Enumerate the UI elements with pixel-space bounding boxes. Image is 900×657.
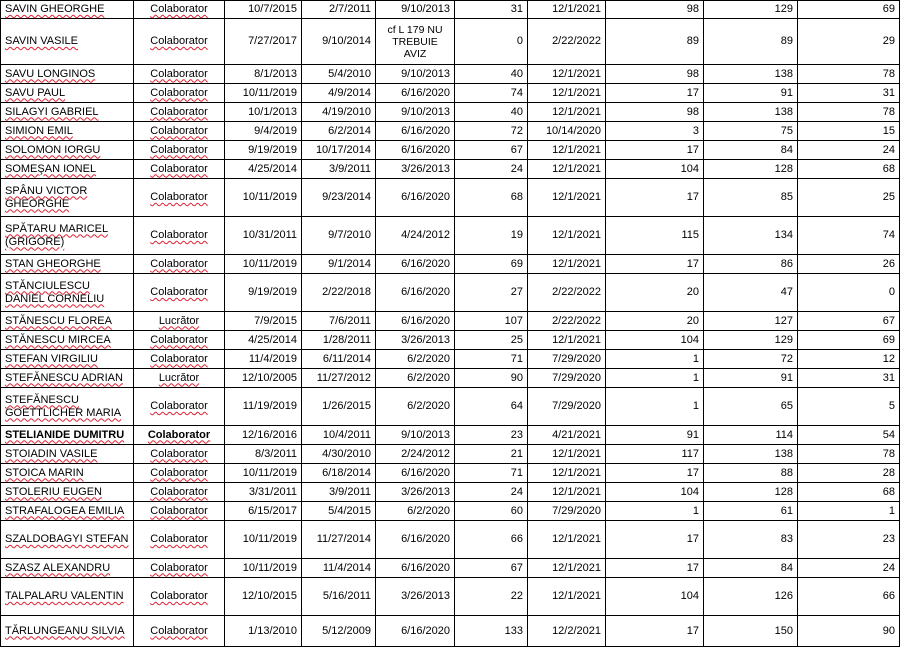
date-cell: 1/28/2011 [302,331,376,350]
value-cell: 86 [704,255,798,274]
date-cell: 2/22/2022 [528,312,606,331]
value-cell: 88 [704,464,798,483]
table-row [1,578,900,616]
date-cell: 10/11/2019 [225,255,302,274]
date-cell: 10/14/2020 [528,122,606,141]
date-cell: 11/4/2019 [225,350,302,369]
value-cell: 129 [704,1,798,19]
date-cell: 6/2/2020 [376,502,455,521]
value-cell: 0 [798,274,900,312]
value-cell: 104 [606,331,704,350]
name-cell: SAVU PAUL [1,84,134,103]
date-cell: 6/16/2020 [376,559,455,578]
name-cell: STĂNCIULESCU DANIEL CORNELIU [1,274,134,312]
value-cell: 138 [704,445,798,464]
role-cell: Colaborator [134,122,225,141]
date-cell: 4/21/2021 [528,426,606,445]
date-cell: 7/6/2011 [302,312,376,331]
date-cell: 10/11/2019 [225,521,302,559]
table-row [1,141,900,160]
table-row [1,84,900,103]
name-cell: SOMEŞAN IONEL [1,160,134,179]
date-cell: 3/9/2011 [302,160,376,179]
name-cell: STOIADIN VASILE [1,445,134,464]
value-cell: 3 [606,122,704,141]
role-cell: Colaborator [134,521,225,559]
value-cell: 128 [704,160,798,179]
role-cell: Colaborator [134,160,225,179]
date-cell: 6/16/2020 [376,521,455,559]
value-cell: 65 [704,388,798,426]
name-cell: STEFAN VIRGILIU [1,350,134,369]
date-cell: 11/27/2012 [302,369,376,388]
value-cell: 20 [606,274,704,312]
value-cell: 104 [606,160,704,179]
value-cell: 74 [798,217,900,255]
value-cell: 84 [704,559,798,578]
value-cell: 31 [455,1,528,19]
role-cell: Colaborator [134,388,225,426]
date-cell: 6/18/2014 [302,464,376,483]
date-cell: 6/2/2020 [376,388,455,426]
table-row [1,312,900,331]
role-cell: Lucrător [134,312,225,331]
role-cell: Colaborator [134,616,225,647]
value-cell: 91 [704,84,798,103]
date-cell: 6/2/2020 [376,369,455,388]
role-cell: Colaborator [134,65,225,84]
date-cell: 12/1/2021 [528,464,606,483]
value-cell: 29 [798,19,900,65]
date-cell: 2/22/2022 [528,274,606,312]
value-cell: 5 [798,388,900,426]
date-cell: 4/19/2010 [302,103,376,122]
date-cell: 10/4/2011 [302,426,376,445]
value-cell: 17 [606,84,704,103]
table-row [1,179,900,217]
value-cell: 129 [704,331,798,350]
value-cell: 69 [455,255,528,274]
value-cell: 134 [704,217,798,255]
date-cell: 12/1/2021 [528,1,606,19]
date-cell: 7/29/2020 [528,350,606,369]
value-cell: 26 [798,255,900,274]
date-cell: 11/19/2019 [225,388,302,426]
value-cell: 60 [455,502,528,521]
name-cell: STĂNESCU MIRCEA [1,331,134,350]
date-cell: 9/10/2013 [376,1,455,19]
date-cell: 10/11/2019 [225,84,302,103]
value-cell: 126 [704,578,798,616]
date-cell: 7/29/2020 [528,502,606,521]
table-row [1,19,900,65]
value-cell: 115 [606,217,704,255]
value-cell: 71 [455,464,528,483]
value-cell: 69 [798,1,900,19]
table-row [1,103,900,122]
role-cell: Colaborator [134,84,225,103]
date-cell: 6/16/2020 [376,141,455,160]
date-cell: 4/9/2014 [302,84,376,103]
value-cell: 74 [455,84,528,103]
name-cell: SZASZ ALEXANDRU [1,559,134,578]
value-cell: 64 [455,388,528,426]
role-cell: Colaborator [134,426,225,445]
value-cell: 24 [798,559,900,578]
value-cell: 1 [606,350,704,369]
date-cell: 5/4/2015 [302,502,376,521]
value-cell: 114 [704,426,798,445]
name-cell: STRAFALOGEA EMILIA [1,502,134,521]
value-cell: 20 [606,312,704,331]
value-cell: 71 [455,350,528,369]
value-cell: 127 [704,312,798,331]
value-cell: 138 [704,65,798,84]
date-cell: 12/1/2021 [528,483,606,502]
role-cell: Colaborator [134,141,225,160]
name-cell: SAVU LONGINOS [1,65,134,84]
name-cell: STELIANIDE DUMITRU [1,426,134,445]
date-cell: 6/16/2020 [376,255,455,274]
date-cell: 12/1/2021 [528,559,606,578]
value-cell: 66 [798,578,900,616]
role-cell: Colaborator [134,103,225,122]
value-cell: 66 [455,521,528,559]
value-cell: 24 [455,483,528,502]
role-cell: Colaborator [134,19,225,65]
name-cell: STOICA MARIN [1,464,134,483]
date-cell: 2/22/2022 [528,19,606,65]
date-cell: 3/31/2011 [225,483,302,502]
value-cell: 75 [704,122,798,141]
date-cell: 4/25/2014 [225,331,302,350]
name-cell: STAN GHEORGHE [1,255,134,274]
value-cell: 47 [704,274,798,312]
value-cell: 31 [798,84,900,103]
date-cell: 12/1/2021 [528,521,606,559]
role-cell: Colaborator [134,578,225,616]
date-cell: 8/3/2011 [225,445,302,464]
value-cell: 68 [798,160,900,179]
value-cell: 1 [606,502,704,521]
date-cell: 12/1/2021 [528,103,606,122]
date-cell: 6/16/2020 [376,179,455,217]
value-cell: 78 [798,103,900,122]
value-cell: 40 [455,65,528,84]
table-row [1,426,900,445]
date-cell: 12/1/2021 [528,445,606,464]
table-row [1,616,900,647]
date-cell: 12/1/2021 [528,84,606,103]
date-cell: 9/10/2014 [302,19,376,65]
table-row [1,445,900,464]
table-row [1,160,900,179]
date-cell: 6/16/2020 [376,312,455,331]
date-cell: 6/15/2017 [225,502,302,521]
value-cell: 98 [606,103,704,122]
name-cell: SPĂTARU MARICEL (GRIGORE) [1,217,134,255]
value-cell: 61 [704,502,798,521]
date-cell: 4/25/2014 [225,160,302,179]
date-cell: 11/27/2014 [302,521,376,559]
date-cell: 12/16/2016 [225,426,302,445]
date-cell: 9/23/2014 [302,179,376,217]
value-cell: 72 [455,122,528,141]
date-cell: 3/26/2013 [376,160,455,179]
date-cell: cf L 179 NU TREBUIE AVIZ [376,19,455,65]
value-cell: 17 [606,141,704,160]
date-cell: 12/1/2021 [528,141,606,160]
table-row [1,122,900,141]
name-cell: SILAGYI GABRIEL [1,103,134,122]
value-cell: 98 [606,65,704,84]
date-cell: 10/31/2011 [225,217,302,255]
date-cell: 6/16/2020 [376,122,455,141]
value-cell: 104 [606,483,704,502]
value-cell: 117 [606,445,704,464]
date-cell: 3/26/2013 [376,483,455,502]
value-cell: 104 [606,578,704,616]
date-cell: 1/13/2010 [225,616,302,647]
value-cell: 85 [704,179,798,217]
date-cell: 12/1/2021 [528,65,606,84]
value-cell: 67 [455,141,528,160]
name-cell: SAVIN VASILE [1,19,134,65]
value-cell: 17 [606,179,704,217]
date-cell: 9/10/2013 [376,103,455,122]
value-cell: 19 [455,217,528,255]
table-row [1,559,900,578]
value-cell: 17 [606,255,704,274]
name-cell: STOLERIU EUGEN [1,483,134,502]
value-cell: 67 [798,312,900,331]
date-cell: 4/30/2010 [302,445,376,464]
value-cell: 1 [798,502,900,521]
value-cell: 89 [704,19,798,65]
date-cell: 9/7/2010 [302,217,376,255]
role-cell: Lucrător [134,369,225,388]
date-cell: 1/26/2015 [302,388,376,426]
role-cell: Colaborator [134,217,225,255]
value-cell: 17 [606,616,704,647]
table-row [1,331,900,350]
date-cell: 12/1/2021 [528,217,606,255]
date-cell: 5/16/2011 [302,578,376,616]
value-cell: 150 [704,616,798,647]
name-cell: STĂNESCU FLOREA [1,312,134,331]
name-cell: TĂRLUNGEANU SILVIA [1,616,134,647]
value-cell: 128 [704,483,798,502]
date-cell: 10/7/2015 [225,1,302,19]
date-cell: 5/12/2009 [302,616,376,647]
value-cell: 1 [606,369,704,388]
date-cell: 9/19/2019 [225,141,302,160]
table-row [1,521,900,559]
role-cell: Colaborator [134,559,225,578]
name-cell: SIMION EMIL [1,122,134,141]
value-cell: 25 [455,331,528,350]
table-row [1,483,900,502]
value-cell: 40 [455,103,528,122]
date-cell: 9/1/2014 [302,255,376,274]
value-cell: 78 [798,445,900,464]
date-cell: 8/1/2013 [225,65,302,84]
role-cell: Colaborator [134,445,225,464]
table-row [1,464,900,483]
date-cell: 6/2/2020 [376,350,455,369]
table-row [1,388,900,426]
value-cell: 17 [606,559,704,578]
role-cell: Colaborator [134,1,225,19]
role-cell: Colaborator [134,179,225,217]
date-cell: 7/29/2020 [528,369,606,388]
table-row [1,1,900,19]
value-cell: 67 [455,559,528,578]
value-cell: 68 [798,483,900,502]
date-cell: 11/4/2014 [302,559,376,578]
role-cell: Colaborator [134,274,225,312]
name-cell: SPÂNU VICTOR GHEORGHE [1,179,134,217]
date-cell: 6/16/2020 [376,274,455,312]
name-cell: SAVIN GHEORGHE [1,1,134,19]
value-cell: 24 [798,141,900,160]
value-cell: 68 [455,179,528,217]
date-cell: 12/10/2015 [225,578,302,616]
name-cell: TALPALARU VALENTIN [1,578,134,616]
date-cell: 10/17/2014 [302,141,376,160]
value-cell: 23 [798,521,900,559]
value-cell: 24 [455,160,528,179]
date-cell: 12/1/2021 [528,255,606,274]
value-cell: 89 [606,19,704,65]
name-cell: SZALDOBAGYI STEFAN [1,521,134,559]
role-cell: Colaborator [134,255,225,274]
value-cell: 31 [798,369,900,388]
value-cell: 91 [704,369,798,388]
table-row [1,369,900,388]
date-cell: 10/11/2019 [225,559,302,578]
role-cell: Colaborator [134,350,225,369]
date-cell: 6/16/2020 [376,464,455,483]
value-cell: 90 [798,616,900,647]
value-cell: 23 [455,426,528,445]
table-body [1,1,900,647]
date-cell: 6/11/2014 [302,350,376,369]
value-cell: 54 [798,426,900,445]
table-row [1,255,900,274]
role-cell: Colaborator [134,331,225,350]
table-row [1,350,900,369]
value-cell: 98 [606,1,704,19]
date-cell: 7/9/2015 [225,312,302,331]
date-cell: 6/2/2014 [302,122,376,141]
table-row [1,217,900,255]
date-cell: 7/29/2020 [528,388,606,426]
table-row [1,274,900,312]
table-row [1,502,900,521]
value-cell: 15 [798,122,900,141]
date-cell: 9/10/2013 [376,65,455,84]
date-cell: 2/7/2011 [302,1,376,19]
date-cell: 4/24/2012 [376,217,455,255]
date-cell: 9/4/2019 [225,122,302,141]
date-cell: 5/4/2010 [302,65,376,84]
name-cell: STEFĂNESCU ADRIAN [1,369,134,388]
date-cell: 12/2/2021 [528,616,606,647]
table-row [1,65,900,84]
date-cell: 2/22/2018 [302,274,376,312]
date-cell: 10/1/2013 [225,103,302,122]
role-cell: Colaborator [134,464,225,483]
role-cell: Colaborator [134,502,225,521]
name-cell: STEFĂNESCU GOETTLICHER MARIA [1,388,134,426]
value-cell: 72 [704,350,798,369]
value-cell: 91 [606,426,704,445]
date-cell: 6/16/2020 [376,84,455,103]
date-cell: 12/10/2005 [225,369,302,388]
value-cell: 22 [455,578,528,616]
role-cell: Colaborator [134,483,225,502]
value-cell: 84 [704,141,798,160]
date-cell: 12/1/2021 [528,578,606,616]
value-cell: 17 [606,521,704,559]
value-cell: 17 [606,464,704,483]
date-cell: 7/27/2017 [225,19,302,65]
value-cell: 138 [704,103,798,122]
date-cell: 6/16/2020 [376,616,455,647]
date-cell: 12/1/2021 [528,331,606,350]
value-cell: 25 [798,179,900,217]
date-cell: 3/26/2013 [376,578,455,616]
date-cell: 10/11/2019 [225,464,302,483]
value-cell: 90 [455,369,528,388]
date-cell: 2/24/2012 [376,445,455,464]
value-cell: 83 [704,521,798,559]
date-cell: 10/11/2019 [225,179,302,217]
name-cell: SOLOMON IORGU [1,141,134,160]
date-cell: 9/10/2013 [376,426,455,445]
value-cell: 0 [455,19,528,65]
date-cell: 12/1/2021 [528,179,606,217]
date-cell: 3/9/2011 [302,483,376,502]
value-cell: 1 [606,388,704,426]
value-cell: 28 [798,464,900,483]
value-cell: 12 [798,350,900,369]
value-cell: 133 [455,616,528,647]
date-cell: 3/26/2013 [376,331,455,350]
value-cell: 107 [455,312,528,331]
value-cell: 69 [798,331,900,350]
value-cell: 21 [455,445,528,464]
date-cell: 12/1/2021 [528,160,606,179]
value-cell: 78 [798,65,900,84]
date-cell: 9/19/2019 [225,274,302,312]
value-cell: 27 [455,274,528,312]
